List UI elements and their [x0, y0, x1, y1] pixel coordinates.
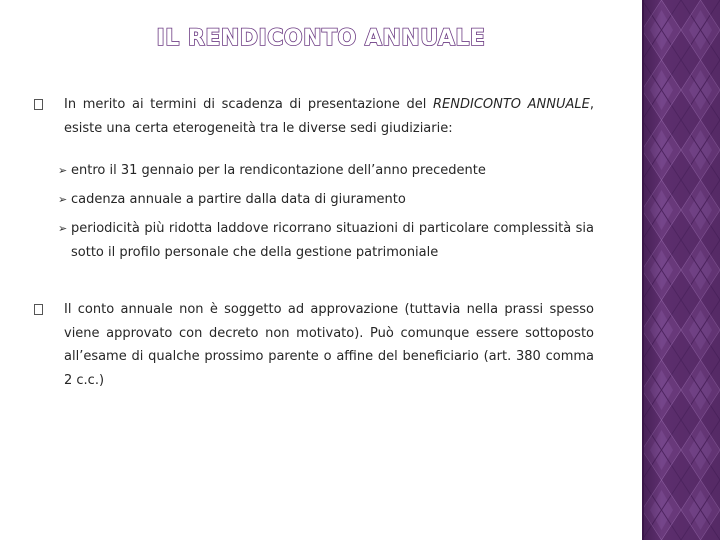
- sub-item-text: cadenza annuale a partire dalla data di giuramento: [71, 192, 406, 207]
- sub-item-annual: [58, 188, 594, 212]
- square-bullet-icon: [34, 304, 43, 315]
- sub-item-text: entro il 31 gennaio per la rendicontazione dell’anno precedente: [71, 163, 486, 178]
- paragraph-approval-text: Il conto annuale non è soggetto ad approvazione (tuttavia nella prassi spesso viene approvato con decreto non motivato). Può comunque essere sottoposto all’esame di qualche prossimo parente o affine del beneficiario (art. 380 comma 2 c.c.): [64, 302, 594, 388]
- sub-item-periodicity: [58, 217, 594, 264]
- paragraph-deadlines-keyword: RENDICONTO ANNUALE: [433, 97, 590, 112]
- slide-title: IL RENDICONTO ANNUALE: [156, 26, 486, 51]
- arrow-bullet-icon: ➢: [58, 193, 68, 206]
- square-bullet-icon: [34, 99, 43, 110]
- paragraph-approval: [64, 298, 594, 392]
- paragraph-deadlines-suffix: , esiste una certa eterogeneità tra le diverse sedi giudiziarie:: [64, 97, 594, 136]
- paragraph-deadlines: [64, 93, 594, 140]
- sub-item-january: [58, 159, 594, 183]
- diamond-pattern: [642, 0, 720, 540]
- decorative-side-panel: [642, 0, 720, 540]
- arrow-bullet-icon: ➢: [58, 164, 68, 177]
- arrow-bullet-icon: ➢: [58, 222, 68, 235]
- paragraph-deadlines-prefix: In merito ai termini di scadenza di presentazione del: [64, 97, 433, 112]
- sub-item-text: periodicità più ridotta laddove ricorrano situazioni di particolare complessità sia sotto il profilo personale che della gestione patrimoniale: [71, 221, 594, 260]
